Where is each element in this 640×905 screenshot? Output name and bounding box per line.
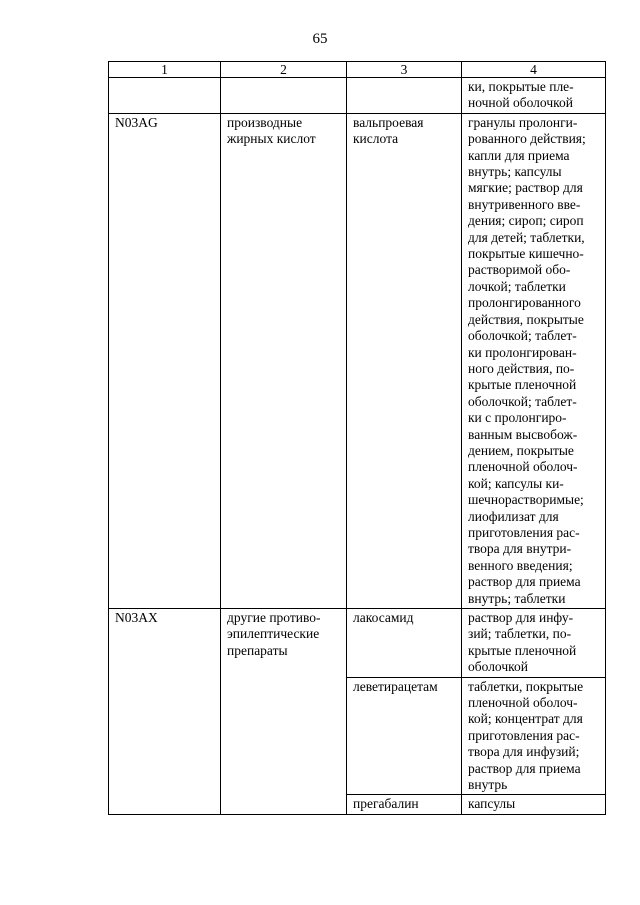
forms-cell: [462, 609, 606, 678]
substance-text: леветирацетам: [353, 678, 438, 694]
table-row: [109, 609, 606, 678]
column-header-2: 2: [221, 62, 347, 78]
substance-cell: [347, 795, 462, 814]
group-cell: [221, 609, 347, 815]
group-cell: [221, 113, 347, 608]
atc-code-text: N03AG: [115, 114, 158, 130]
substance-cell: [347, 677, 462, 795]
forms-cell: [462, 113, 606, 608]
forms-cell: [462, 78, 606, 114]
drug-table: [108, 61, 606, 815]
substance-cell: [347, 113, 462, 608]
substance-text: прегабалин: [353, 796, 419, 812]
column-header-4: 4: [462, 62, 606, 78]
page-number: 65: [312, 31, 328, 47]
group-cell: [221, 78, 347, 114]
column-header-3: 3: [347, 62, 462, 78]
forms-text: раствор для инфу- зий; таблетки, по- крытые пленочной оболочкой: [468, 610, 577, 675]
table-header-row: [109, 62, 606, 78]
atc-code-cell: [109, 609, 221, 815]
table-row: [109, 78, 606, 114]
forms-text: ки, покрытые пле- ночной оболочкой: [468, 79, 574, 111]
forms-cell: [462, 795, 606, 814]
substance-cell: [347, 78, 462, 114]
forms-text: капсулы: [468, 796, 516, 812]
forms-cell: [462, 677, 606, 795]
substance-text: лакосамид: [353, 610, 414, 625]
substance-text: вальпроевая кислота: [353, 114, 424, 147]
table-row: [109, 113, 606, 608]
forms-text: таблетки, покрытые пленочной оболоч- кой; концентрат для приготовления рас- твора для инфузий; раствор для приема внутрь: [468, 678, 584, 793]
group-text: другие противо- эпилептические препараты: [227, 610, 321, 658]
substance-cell: [347, 609, 462, 678]
group-text: производные жирных кислот: [227, 114, 316, 147]
atc-code-cell: [109, 78, 221, 114]
column-header-1: 1: [109, 62, 221, 78]
atc-code-cell: [109, 113, 221, 608]
atc-code-text: N03AX: [115, 610, 158, 625]
forms-text: гранулы пролонги- рованного действия; капли для приема внутрь; капсулы мягкие; раствор для внутривенного вве- дения; сироп; сироп для детей; таблетки, покрытые кишечно- растворимой обо- лочкой; таблетки пролонгированного действия, покрытые оболочкой; таблет- ки пролонгирован- ного действия, по- крытые пленочной оболочкой; таблет- ки с пролонгиро- ванным высвобож- дением, покрытые пленочной оболоч- кой; капсулы ки- шечнорастворимые; лиофилизат для приготовления рас- твора для внутри- венного введения; раствор для приема внутрь; таблетки: [468, 114, 586, 606]
